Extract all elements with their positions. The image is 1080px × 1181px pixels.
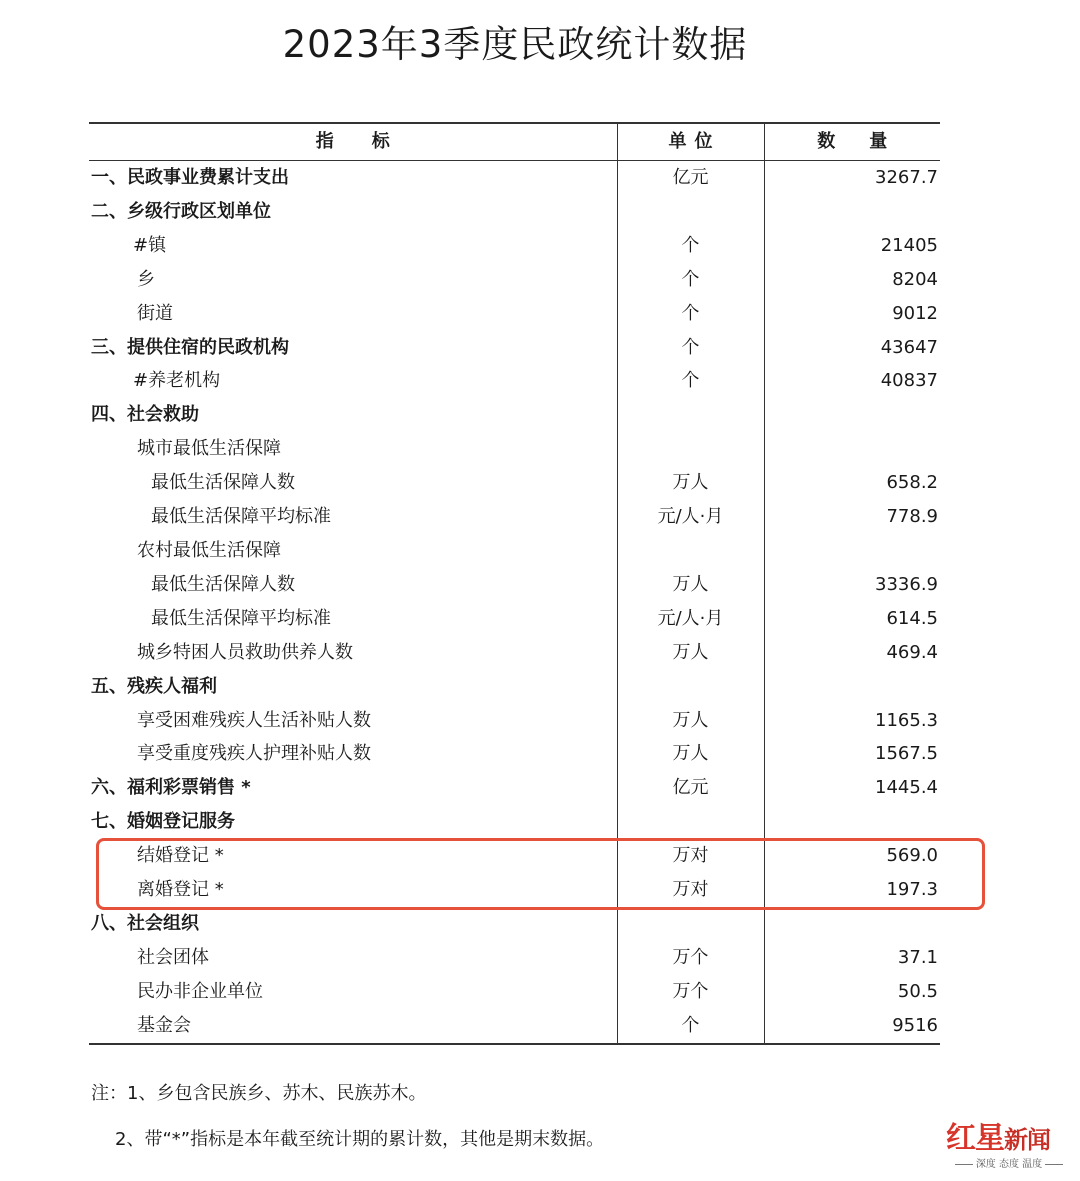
- quantity-cell: 658.2: [764, 466, 940, 500]
- indicator-cell: 离婚登记 *: [137, 879, 224, 901]
- table-row: [89, 195, 940, 229]
- quantity-cell: 43647: [764, 331, 940, 365]
- table-row: [89, 432, 940, 466]
- unit-cell: 万个: [617, 941, 764, 975]
- header-quantity: 数量: [764, 123, 940, 161]
- indicator-cell: 民办非企业单位: [137, 980, 263, 1002]
- indicator-cell: 最低生活保障平均标准: [151, 506, 331, 528]
- indicator-cell: #养老机构: [133, 370, 221, 392]
- quantity-cell: 614.5: [764, 602, 940, 636]
- indicator-cell: 二、乡级行政区划单位: [91, 200, 271, 222]
- unit-cell: 亿元: [617, 161, 764, 195]
- unit-cell: 亿元: [617, 771, 764, 805]
- quantity-cell: [764, 805, 940, 839]
- quantity-cell: 1567.5: [764, 737, 940, 771]
- unit-cell: 万人: [617, 466, 764, 500]
- unit-cell: 个: [617, 229, 764, 263]
- quantity-cell: [764, 907, 940, 941]
- table-row: [89, 568, 940, 602]
- indicator-cell: 享受重度残疾人护理补贴人数: [137, 743, 371, 765]
- table-row: [89, 771, 940, 805]
- table-row: [89, 941, 940, 975]
- watermark-brand-main: 红星: [946, 1121, 1004, 1156]
- quantity-cell: 50.5: [764, 975, 940, 1009]
- watermark-logo: [946, 1113, 1072, 1173]
- footnote-1: 注：1、乡包含民族乡、苏木、民族苏木。: [91, 1083, 427, 1104]
- table-row: [89, 398, 940, 432]
- table-row: [89, 636, 940, 670]
- table-row: [89, 297, 940, 331]
- quantity-cell: [764, 398, 940, 432]
- indicator-cell: 五、残疾人福利: [91, 675, 217, 697]
- unit-cell: 个: [617, 297, 764, 331]
- watermark-tagline: 深度 态度 温度: [946, 1155, 1072, 1170]
- quantity-cell: 1165.3: [764, 704, 940, 738]
- header-unit: 单位: [617, 123, 764, 161]
- quantity-cell: 1445.4: [764, 771, 940, 805]
- table-row: [89, 737, 940, 771]
- unit-cell: [617, 432, 764, 466]
- indicator-cell: 四、社会救助: [91, 404, 199, 426]
- unit-cell: 万人: [617, 737, 764, 771]
- indicator-cell: 一、民政事业费累计支出: [91, 167, 289, 188]
- indicator-cell: 八、社会组织: [91, 912, 199, 934]
- unit-cell: [617, 805, 764, 839]
- unit-cell: [617, 195, 764, 229]
- header-indicator: 指标: [89, 123, 617, 161]
- unit-cell: 万个: [617, 975, 764, 1009]
- quantity-cell: 778.9: [764, 500, 940, 534]
- quantity-cell: [764, 432, 940, 466]
- unit-cell: 个: [617, 331, 764, 365]
- unit-cell: 万人: [617, 704, 764, 738]
- unit-cell: 个: [617, 263, 764, 297]
- table-row: [89, 704, 940, 738]
- quantity-cell: 8204: [764, 263, 940, 297]
- indicator-cell: 六、福利彩票销售 *: [91, 777, 251, 799]
- quantity-cell: 37.1: [764, 941, 940, 975]
- quantity-cell: [764, 534, 940, 568]
- quantity-cell: 3267.7: [764, 161, 940, 195]
- indicator-cell: 街道: [137, 302, 173, 324]
- marriage-registration-highlight-box: [96, 838, 985, 910]
- watermark-brand: [946, 1113, 1050, 1157]
- unit-cell: 万人: [617, 568, 764, 602]
- unit-cell: [617, 534, 764, 568]
- indicator-cell: 最低生活保障平均标准: [151, 607, 331, 629]
- table-row: [89, 161, 940, 195]
- unit-cell: 元/人·月: [617, 500, 764, 534]
- table-row: [89, 975, 940, 1009]
- footnote-2: 2、带“*”指标是本年截至统计期的累计数，其他是期末数据。: [115, 1129, 605, 1150]
- indicator-cell: 社会团体: [137, 946, 209, 968]
- quantity-cell: 197.3: [764, 873, 940, 907]
- table-row: [89, 602, 940, 636]
- table-row: [89, 331, 940, 365]
- unit-cell: 元/人·月: [617, 602, 764, 636]
- indicator-cell: 农村最低生活保障: [137, 539, 281, 561]
- page-title: 2023年3季度民政统计数据: [282, 23, 748, 66]
- indicator-cell: #镇: [133, 234, 167, 256]
- unit-cell: [617, 398, 764, 432]
- quantity-cell: 21405: [764, 229, 940, 263]
- table-row: [89, 364, 940, 398]
- indicator-cell: 最低生活保障人数: [151, 472, 295, 494]
- unit-cell: 万对: [617, 873, 764, 907]
- quantity-cell: 3336.9: [764, 568, 940, 602]
- indicator-cell: 七、婚姻登记服务: [91, 811, 235, 833]
- indicator-cell: 城市最低生活保障: [137, 438, 281, 460]
- indicator-cell: 最低生活保障人数: [151, 573, 295, 595]
- indicator-cell: 乡: [137, 268, 155, 290]
- table-row: [89, 500, 940, 534]
- table-row: [89, 1009, 940, 1044]
- quantity-cell: 40837: [764, 364, 940, 398]
- quantity-cell: 9012: [764, 297, 940, 331]
- unit-cell: [617, 670, 764, 704]
- table-row: [89, 805, 940, 839]
- table-row: [89, 907, 940, 941]
- quantity-cell: 569.0: [764, 839, 940, 873]
- table-row: [89, 670, 940, 704]
- table-header-row: [89, 123, 940, 161]
- quantity-cell: 469.4: [764, 636, 940, 670]
- table-body: [89, 161, 940, 1044]
- indicator-cell: 结婚登记 *: [137, 845, 224, 867]
- indicator-cell: 基金会: [137, 1014, 191, 1036]
- watermark-brand-suffix: 新闻: [1004, 1125, 1050, 1154]
- table-row: [89, 229, 940, 263]
- unit-cell: 个: [617, 1009, 764, 1044]
- unit-cell: 个: [617, 364, 764, 398]
- table-row: [89, 263, 940, 297]
- unit-cell: [617, 907, 764, 941]
- indicator-cell: 三、提供住宿的民政机构: [91, 336, 289, 358]
- indicator-cell: 享受困难残疾人生活补贴人数: [137, 709, 371, 731]
- unit-cell: 万人: [617, 636, 764, 670]
- quantity-cell: [764, 195, 940, 229]
- quantity-cell: 9516: [764, 1009, 940, 1044]
- table-row: [89, 534, 940, 568]
- indicator-cell: 城乡特困人员救助供养人数: [137, 641, 353, 663]
- quantity-cell: [764, 670, 940, 704]
- unit-cell: 万对: [617, 839, 764, 873]
- table-row: [89, 466, 940, 500]
